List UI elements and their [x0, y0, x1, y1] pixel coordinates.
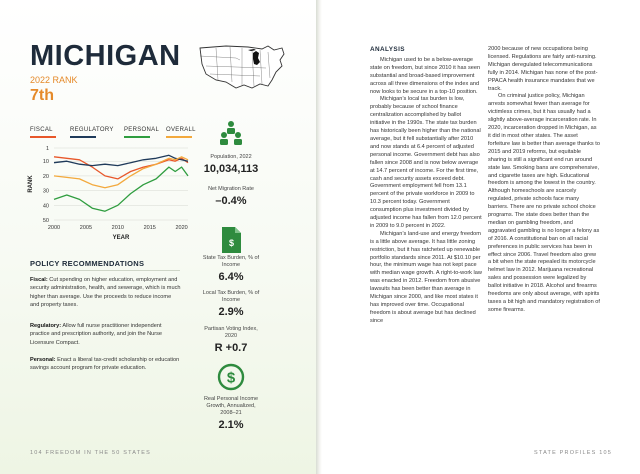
legend-regulatory: REGULATORY: [70, 127, 114, 138]
svg-text:$: $: [226, 369, 236, 387]
rank-label: 2022 RANK: [30, 75, 78, 85]
legend-personal: PERSONAL: [124, 127, 159, 138]
analysis-column-1: [370, 46, 482, 326]
analysis-paragraph: Michigan’s local tax burden is low, probably because of school finance centralization accomplished by ballot initiative in the 1990s. The state tax burden has historically been higher than the national average, but it fell substantially after 2010 and now stands at 6.4 percent of adjusted personal income. Government debt has also fallen since 2008 and is now below average at 14.7 percent of income. For the first time, cash and security assets exceed debt. Government employment fell from 13.1 percent of the private workforce in 2009 to 10.3 percent today. Government consumption plus investment divided by adjusted income has fallen from 12.0 percent in 2009 to 9.0 percent in 2022.: [370, 96, 482, 229]
rank-line-chart: [24, 142, 194, 242]
right-page: [322, 0, 640, 474]
stat-local-tax: Local Tax Burden, % of Income 2.9%: [202, 290, 260, 318]
state-name: MICHIGAN: [30, 40, 181, 72]
policy-heading: POLICY RECOMMENDATIONS: [30, 259, 145, 268]
x-tick-label: 2005: [79, 225, 93, 231]
y-tick-label: 30: [42, 188, 49, 195]
x-tick-label: 2020: [175, 225, 188, 231]
rank-value: 7th: [30, 87, 54, 104]
policy-divider: [30, 270, 180, 271]
x-tick-label: 2010: [111, 225, 124, 231]
svg-text:$: $: [228, 238, 235, 248]
stat-state-tax: State Tax Burden, % of Income 6.4%: [202, 255, 260, 283]
stat-income-growth: Real Personal Income Growth, Annualized, 2008–21 2.1%: [203, 396, 259, 431]
y-tick-label: 40: [42, 203, 49, 210]
analysis-column-2: [488, 46, 600, 315]
stat-population: Population, 2022 10,034,113: [203, 154, 259, 175]
chart-legend: [24, 127, 202, 141]
analysis-paragraph: On criminal justice policy, Michigan arrests somewhat fewer than average for victimless crimes, but it has usually had a slightly above-average incarceration rate. In 2020, incarceration dropped in Michigan, as it did in most other states. The asset forfeiture law is better than average thanks to 2015 and 2019 reforms, but equitable sharing is still a significant end run around state law. Smoking bans are comprehensive, and cigarette taxes are high. Educational freedom is among the lowest in the country. Although homeschools are scarcely regulated, private schools face many barriers. There are no private school choice programs. The state does better than the median on gambling freedom, and aggravated gambling is no longer a felony as of 2016. A constitutional ban on all racial preferences in public services has been in effect since 2006. Travel freedom also grew a bit when the state repealed its motorcycle helmet law in 2012. Marijuana recreational sales and possession were legalized by ballot initiative in 2018. Alcohol and firearms freedoms are only about average, with spirits taxes a bit high and mandatory registration of some firearms.: [488, 93, 600, 313]
analysis-paragraph: 2000 because of new occupations being licensed. Regulations are fairly anti-nursing. Michigan deregulated telecommunications fully in 2014. Michigan has none of the post-PPACA health insurance mandates that we track.: [488, 46, 598, 92]
y-tick-label: 10: [42, 159, 49, 166]
legend-overall: OVERALL: [166, 127, 196, 138]
analysis-heading: ANALYSIS: [370, 46, 405, 53]
dollar-coin-icon: [217, 363, 245, 391]
policy-personal: Personal: Enact a liberal tax-credit scholarship or education savings account program for private education.: [30, 357, 180, 372]
population-icon: [216, 120, 246, 148]
stat-net-migration: Net Migration Rate –0.4%: [208, 186, 254, 207]
y-tick-label: 50: [42, 218, 49, 224]
x-tick-label: 2015: [143, 225, 156, 231]
y-tick-label: 1: [45, 146, 49, 152]
y-tick-label: 20: [42, 173, 49, 180]
legend-fiscal: FISCAL: [30, 127, 56, 138]
folio-left: 104 FREEDOM IN THE 50 STATES: [30, 450, 152, 456]
series-line-personal: [54, 167, 188, 211]
folio-right: STATE PROFILES 105: [534, 450, 612, 456]
policy-regulatory: Regulatory: Allow full nurse practitioner independent practice and prescription authority, and join the Nurse Licensure Compact.: [30, 323, 163, 346]
left-page: [0, 0, 317, 474]
us-map-icon: [196, 38, 288, 94]
y-axis-label: RANK: [28, 175, 34, 193]
tax-document-icon: [219, 226, 243, 254]
analysis-paragraph: Michigan used to be a below-average state on freedom, but since 2010 it has seen substantial and broad-based improvement across all three dimensions of the index and now looks to be secure in a top-10 position.: [370, 56, 481, 95]
stat-partisan-index: Partisan Voting Index, 2020 R +0.7: [204, 326, 258, 354]
x-axis-label: YEAR: [112, 235, 130, 241]
policy-fiscal: Fiscal: Cut spending on higher education, employment and security administration, health, and sewerage, which is much higher than average. Use the proceeds to reduce income and property taxes.: [30, 277, 181, 309]
analysis-paragraph: Michigan’s land-use and energy freedom is a little above average. It has little zoning restriction, but it has ratcheted up renewable portfolio standards since 2011. At $10.10 per hour, the minimum wage has not kept pace with median wage growth. A right-to-work law was enacted in 2012. Freedom from abusive lawsuits has been better than average in Michigan since 2000, and like most states it has improved over time. Occupational freedom is about average but has declined since: [370, 230, 482, 324]
x-tick-label: 2000: [47, 225, 61, 231]
